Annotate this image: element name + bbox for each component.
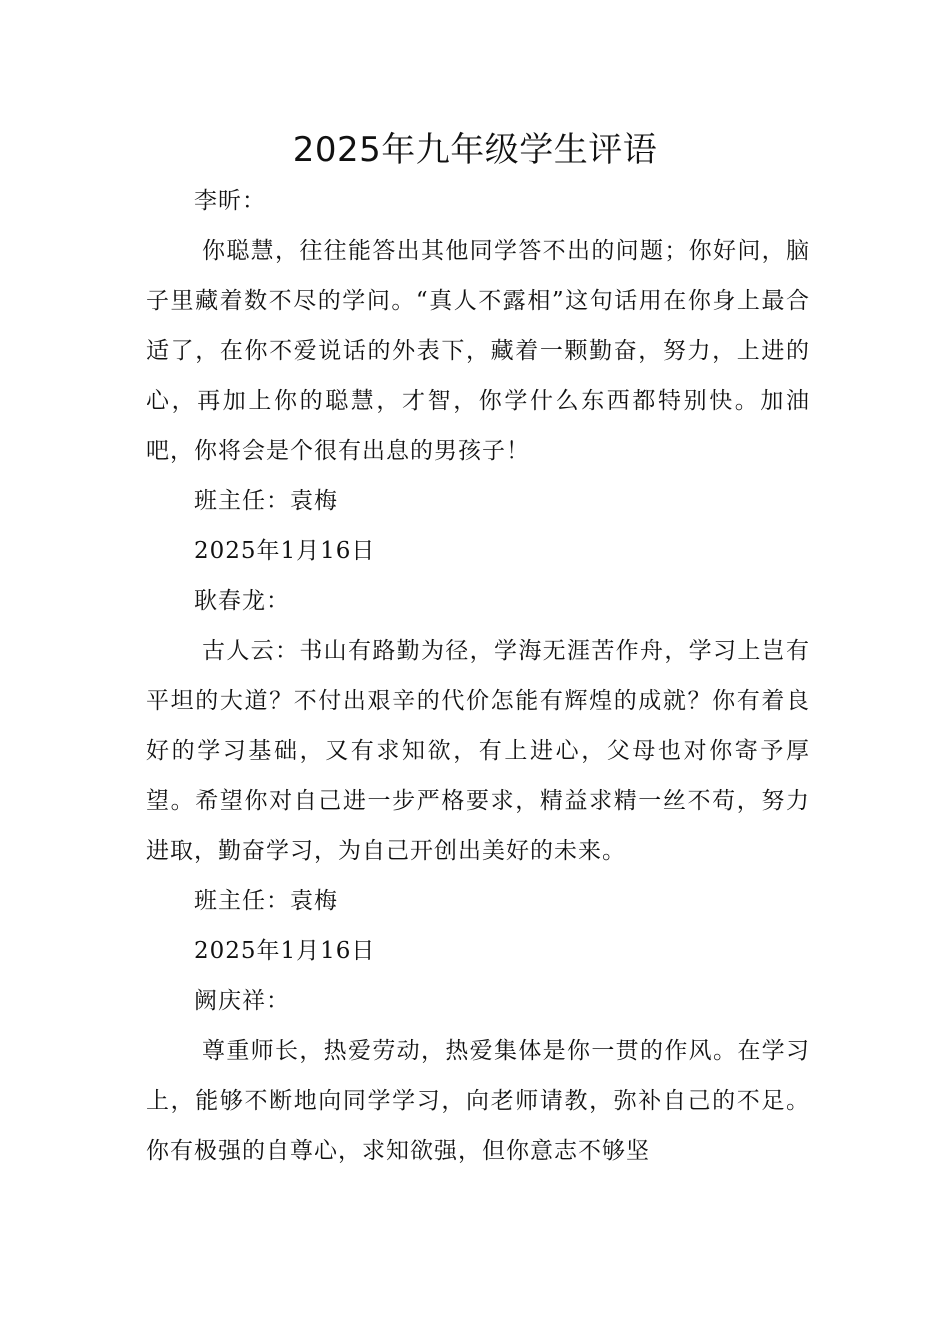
student-name: 阙庆祥： — [194, 988, 290, 1014]
comment-paragraph: 古人云：书山有路勤为径，学海无涯苦作舟，学习上岂有平坦的大道？不付出艰辛的代价怎能有辉煌的成就？你有着良好的学习基础，又有求知欲，有上进心，父母也对你寄予厚望。希望你对自己进一步严格要求，精益求精一丝不苟，努力进取，勤奋学习，为自己开创出美好的未来。 — [146, 638, 810, 864]
comment-paragraph: 你聪慧，往往能答出其他同学答不出的问题；你好问，脑子里藏着数不尽的学问。“真人不露相”这句话用在你身上最合适了，在你不爱说话的外表下，藏着一颗勤奋，努力，上进的心，再加上你的聪慧，才智，你学什么东西都特别快。加油吧，你将会是个很有出息的男孩子！ — [146, 238, 810, 464]
student-name: 李昕： — [194, 188, 266, 214]
comment-paragraph: 尊重师长，热爱劳动，热爱集体是你一贯的作风。在学习上，能够不断地向同学学习，向老师请教，弥补自己的不足。你有极强的自尊心，求知欲强，但你意志不够坚 — [146, 1038, 810, 1164]
document-title: 2025年九年级学生评语 — [292, 130, 658, 170]
document-body — [146, 176, 810, 1176]
teacher-signature: 班主任：袁梅 — [194, 888, 338, 914]
student-name: 耿春龙： — [194, 588, 290, 614]
teacher-signature: 班主任：袁梅 — [194, 488, 338, 514]
comment-date: 2025年1月16日 — [194, 938, 376, 964]
comment-date: 2025年1月16日 — [194, 538, 376, 564]
